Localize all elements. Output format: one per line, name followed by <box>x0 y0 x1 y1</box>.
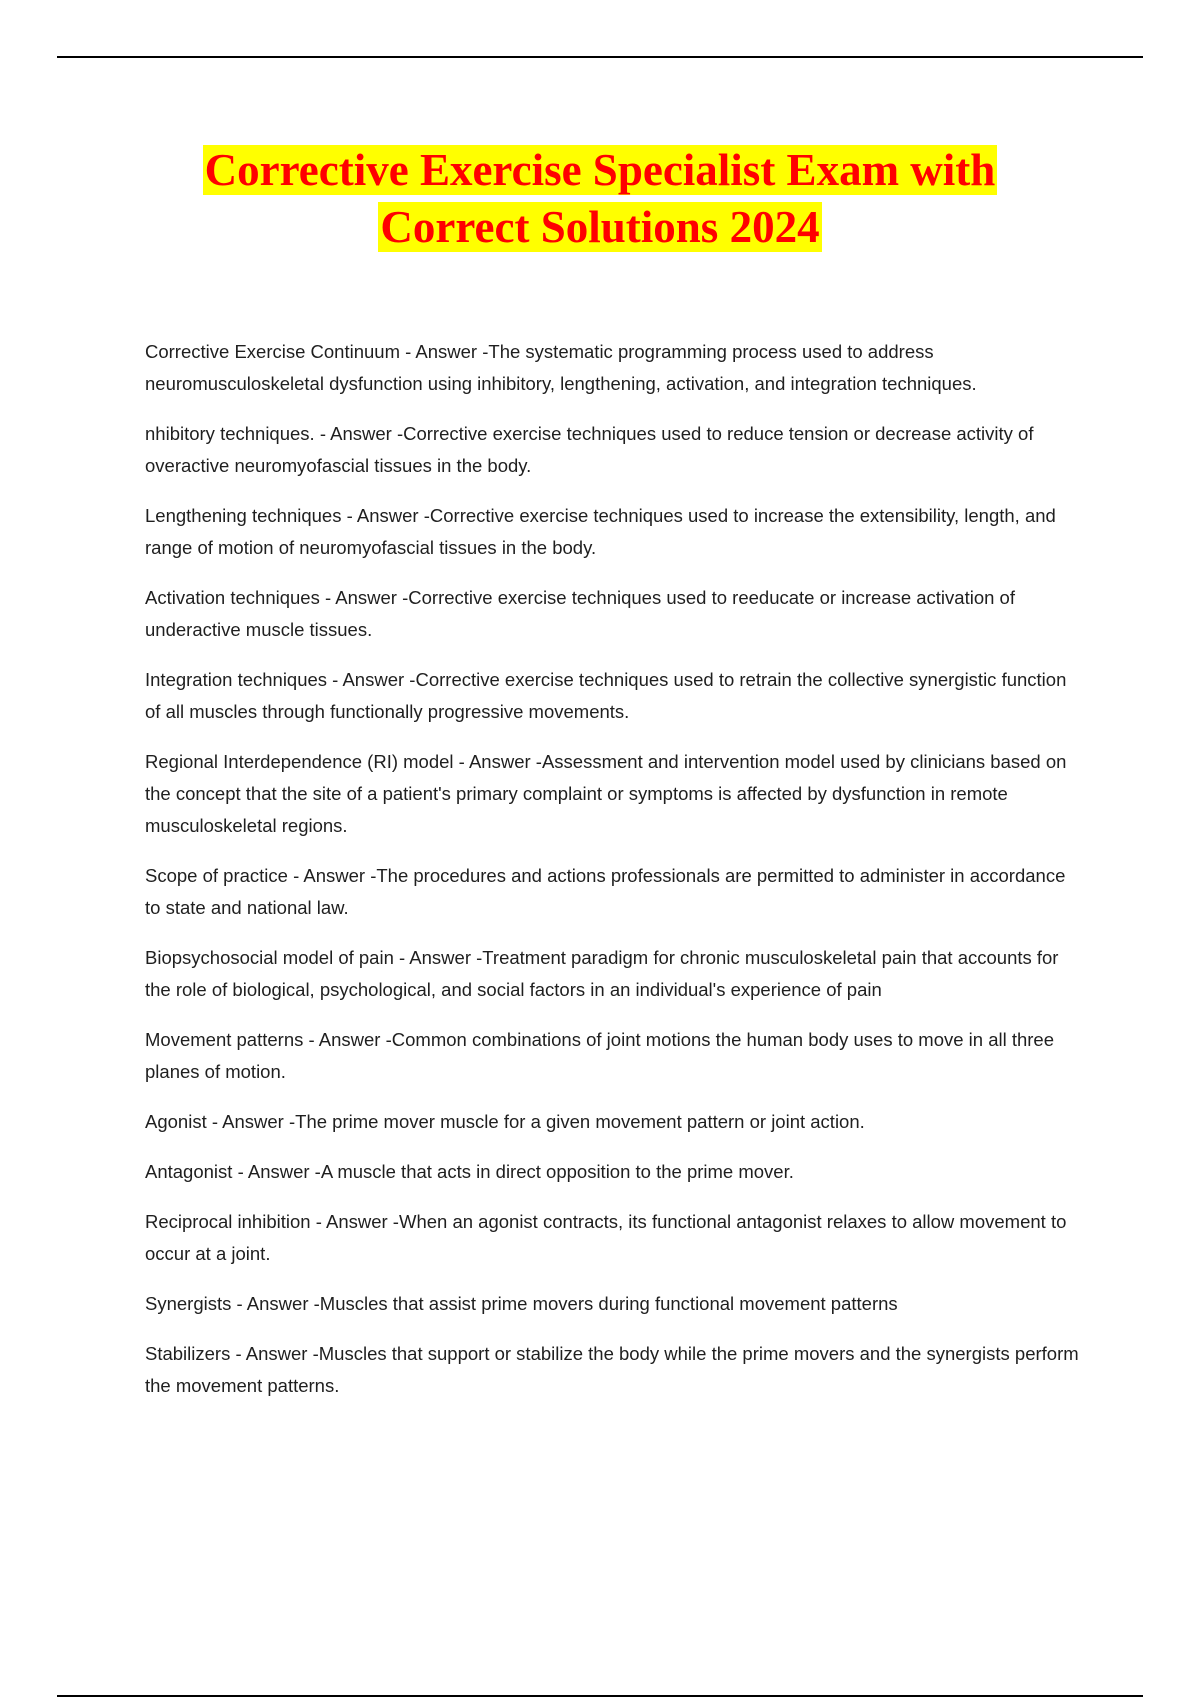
entry-separator: - Answer - <box>319 587 409 608</box>
top-rule <box>57 56 1143 58</box>
list-item <box>145 1338 1085 1402</box>
document-title <box>0 142 1200 256</box>
entry-definition: Corrective exercise techniques used to reeducate or increase activation of underactive muscle tissues. <box>145 587 1015 640</box>
entry-definition: Muscles that support or stabilize the body while the prime movers and the synergists perform the movement patterns. <box>145 1343 1079 1396</box>
entry-separator: - Answer - <box>206 1111 296 1132</box>
entry-definition: The systematic programming process used to address neuromusculoskeletal dysfunction using inhibitory, lengthening, activation, and integration techniques. <box>145 341 977 394</box>
entry-term: Biopsychosocial model of pain <box>145 947 394 968</box>
list-item <box>145 418 1085 482</box>
entry-separator: - Answer - <box>287 865 377 886</box>
entry-separator: - Answer - <box>314 423 404 444</box>
entry-separator: - Answer - <box>310 1211 399 1232</box>
flashcard-list <box>145 336 1085 1420</box>
entry-term: Lengthening techniques <box>145 505 342 526</box>
entry-separator: - Answer - <box>303 1029 392 1050</box>
bottom-rule <box>57 1695 1143 1697</box>
list-item <box>145 582 1085 646</box>
entry-definition: Corrective exercise techniques used to increase the extensibility, length, and range of motion of neuromyofascial tissues in the body. <box>145 505 1056 558</box>
entry-definition: The prime mover muscle for a given movement pattern or joint action. <box>295 1111 865 1132</box>
entry-definition: The procedures and actions professionals are permitted to administer in accordance to state and national law. <box>145 865 1066 918</box>
list-item <box>145 746 1085 842</box>
entry-separator: - Answer - <box>341 505 430 526</box>
entry-separator: - Answer - <box>453 751 542 772</box>
list-item <box>145 1024 1085 1088</box>
entry-term: Movement patterns <box>145 1029 304 1050</box>
list-item <box>145 942 1085 1006</box>
title-line-2: Correct Solutions 2024 <box>380 202 820 252</box>
entry-definition: Muscles that assist prime movers during functional movement patterns <box>319 1293 898 1314</box>
entry-definition: Common combinations of joint motions the human body uses to move in all three planes of motion. <box>145 1029 1055 1082</box>
entry-separator: - Answer - <box>393 947 483 968</box>
list-item <box>145 336 1085 400</box>
entry-term: Stabilizers <box>145 1343 231 1364</box>
entry-definition: Assessment and intervention model used by clinicians based on the concept that the site of a patient's primary complaint or symptoms is affected by dysfunction in remote musculoskeletal regions. <box>145 751 1067 836</box>
entry-definition: Corrective exercise techniques used to reduce tension or decrease activity of overactive neuromyofascial tissues in the body. <box>145 423 1034 476</box>
entry-separator: - Answer - <box>399 341 489 362</box>
entry-term: Regional Interdependence (RI) model <box>145 751 454 772</box>
entry-term: Antagonist <box>145 1161 233 1182</box>
entry-term: Activation techniques <box>145 587 320 608</box>
entry-term: Synergists <box>145 1293 232 1314</box>
entry-definition: A muscle that acts in direct opposition to the prime mover. <box>320 1161 794 1182</box>
entry-term: Reciprocal inhibition <box>145 1211 311 1232</box>
entry-separator: - Answer - <box>232 1161 321 1182</box>
title-line-1: Corrective Exercise Specialist Exam with <box>204 145 996 195</box>
entry-separator: - Answer - <box>230 1343 319 1364</box>
list-item <box>145 500 1085 564</box>
list-item <box>145 664 1085 728</box>
entry-definition: Treatment paradigm for chronic musculoskeletal pain that accounts for the role of biological, psychological, and social factors in an individual's experience of pain <box>145 947 1059 1000</box>
entry-term: Corrective Exercise Continuum <box>145 341 400 362</box>
entry-separator: - Answer - <box>327 669 416 690</box>
list-item <box>145 1288 1085 1320</box>
entry-term: nhibitory techniques. <box>145 423 315 444</box>
entry-term: Scope of practice <box>145 865 288 886</box>
list-item <box>145 1156 1085 1188</box>
entry-separator: - Answer - <box>231 1293 320 1314</box>
list-item <box>145 1106 1085 1138</box>
entry-definition: When an agonist contracts, its functional antagonist relaxes to allow movement to occur at a joint. <box>145 1211 1067 1264</box>
entry-term: Integration techniques <box>145 669 328 690</box>
list-item <box>145 860 1085 924</box>
entry-definition: Corrective exercise techniques used to retrain the collective synergistic function of all muscles through functionally progressive movements. <box>145 669 1067 722</box>
entry-term: Agonist <box>145 1111 207 1132</box>
list-item <box>145 1206 1085 1270</box>
